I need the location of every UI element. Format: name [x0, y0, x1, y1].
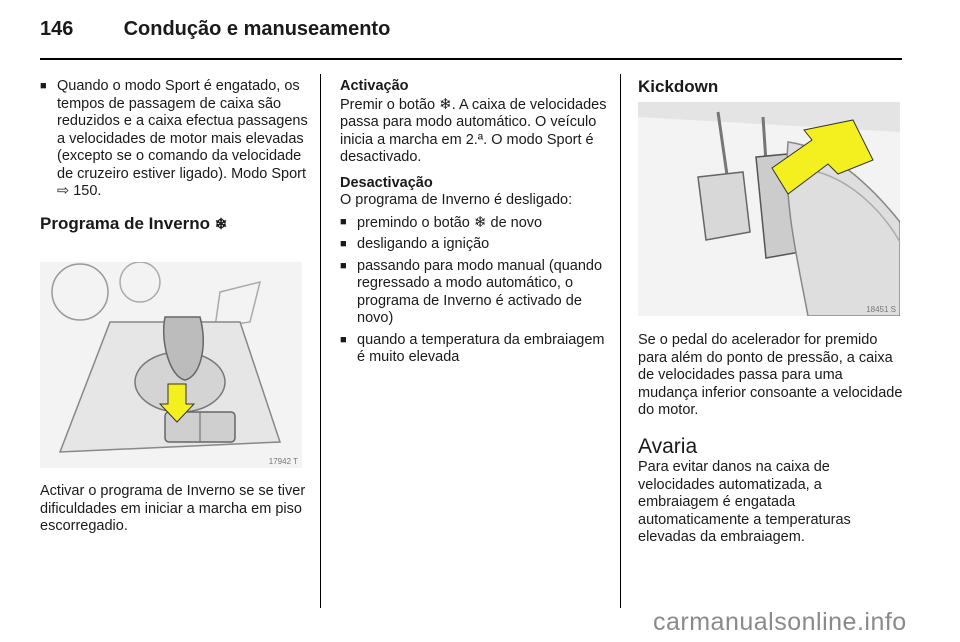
bullet-icon: ■: [340, 215, 347, 228]
deactivation-intro: O programa de Inverno é desligado:: [340, 192, 573, 208]
deactivation-heading: Desactivação: [340, 174, 433, 191]
bullet-icon: ■: [340, 238, 347, 250]
gear-selector-drawing: [40, 262, 302, 468]
snowflake-icon: ❄: [214, 215, 228, 233]
deactivation-bullet-1: ■ premindo o botão ❄ de novo: [340, 213, 543, 231]
bullet-icon: ■: [340, 259, 347, 272]
snowflake-icon: ❄: [473, 213, 487, 231]
activation-text: Premir o botão ❄. A caixa de velocidades passa para modo automático. O veículo inicia a marcha em 2.ª. O modo Sport é desactivado.: [340, 95, 607, 165]
pedal-drawing: [638, 102, 900, 316]
page-header: [40, 18, 390, 41]
figure-id: 18451 S: [866, 305, 896, 314]
bullet-icon: ■: [40, 80, 47, 92]
column-divider-1: [320, 74, 321, 608]
sport-mode-bullet: [40, 78, 312, 201]
figure-id: 17942 T: [268, 457, 298, 466]
snowflake-icon: ❄: [439, 95, 452, 113]
avaria-text: Para evitar danos na caixa de velocidades automatizada, a embraiagem é engatada automaticamente a temperaturas elevadas da embraiagem.: [638, 459, 851, 545]
watermark: carmanualsonline.info: [653, 608, 907, 636]
winter-program-heading: Programa de Inverno ❄: [40, 213, 228, 233]
deactivation-bullet-2: ■ desligando a ignição: [340, 236, 490, 252]
kickdown-illustration: [638, 102, 900, 316]
gear-selector-illustration: [40, 262, 302, 468]
column-2: [340, 78, 612, 367]
column-1-body: [40, 483, 312, 536]
column-3: [638, 78, 906, 96]
deactivation-bullet-4: ■ quando a temperatura da embraiagem é muito elevada: [340, 331, 605, 365]
header-rule: [40, 58, 902, 60]
winter-program-text: Activar o programa de Inverno se se tiver dificuldades em iniciar a marcha em piso escorregadio.: [40, 483, 306, 534]
column-1: [40, 78, 312, 233]
column-3-body: [638, 332, 906, 547]
avaria-heading: Avaria: [638, 434, 698, 458]
column-divider-2: [620, 74, 621, 608]
page-ref-arrow-icon: ⇨: [57, 183, 70, 199]
kickdown-text: Se o pedal do acelerador for premido para além do ponto de pressão, a caixa de velocidades passa para uma mudança inferior consoante a velocidade do motor.: [638, 332, 903, 418]
activation-heading: Activação: [340, 78, 409, 94]
sport-mode-text: Quando o modo Sport é engatado, os tempos de passagem de caixa são reduzidos e a caixa efectua passagens a velocidades de motor mais elevadas (excepto se o comando da velocidade de cruzeiro estiver ligado). Modo Sport: [57, 78, 308, 182]
page-number: 146: [40, 18, 74, 40]
deactivation-bullet-3: ■ passando para modo manual (quando regressado a modo automático, o programa de Inverno é activado de novo): [340, 257, 603, 326]
page-title: Condução e manuseamento: [123, 18, 391, 40]
page-ref-link[interactable]: 150.: [73, 183, 102, 199]
kickdown-heading: Kickdown: [638, 77, 719, 96]
bullet-icon: ■: [340, 333, 347, 346]
